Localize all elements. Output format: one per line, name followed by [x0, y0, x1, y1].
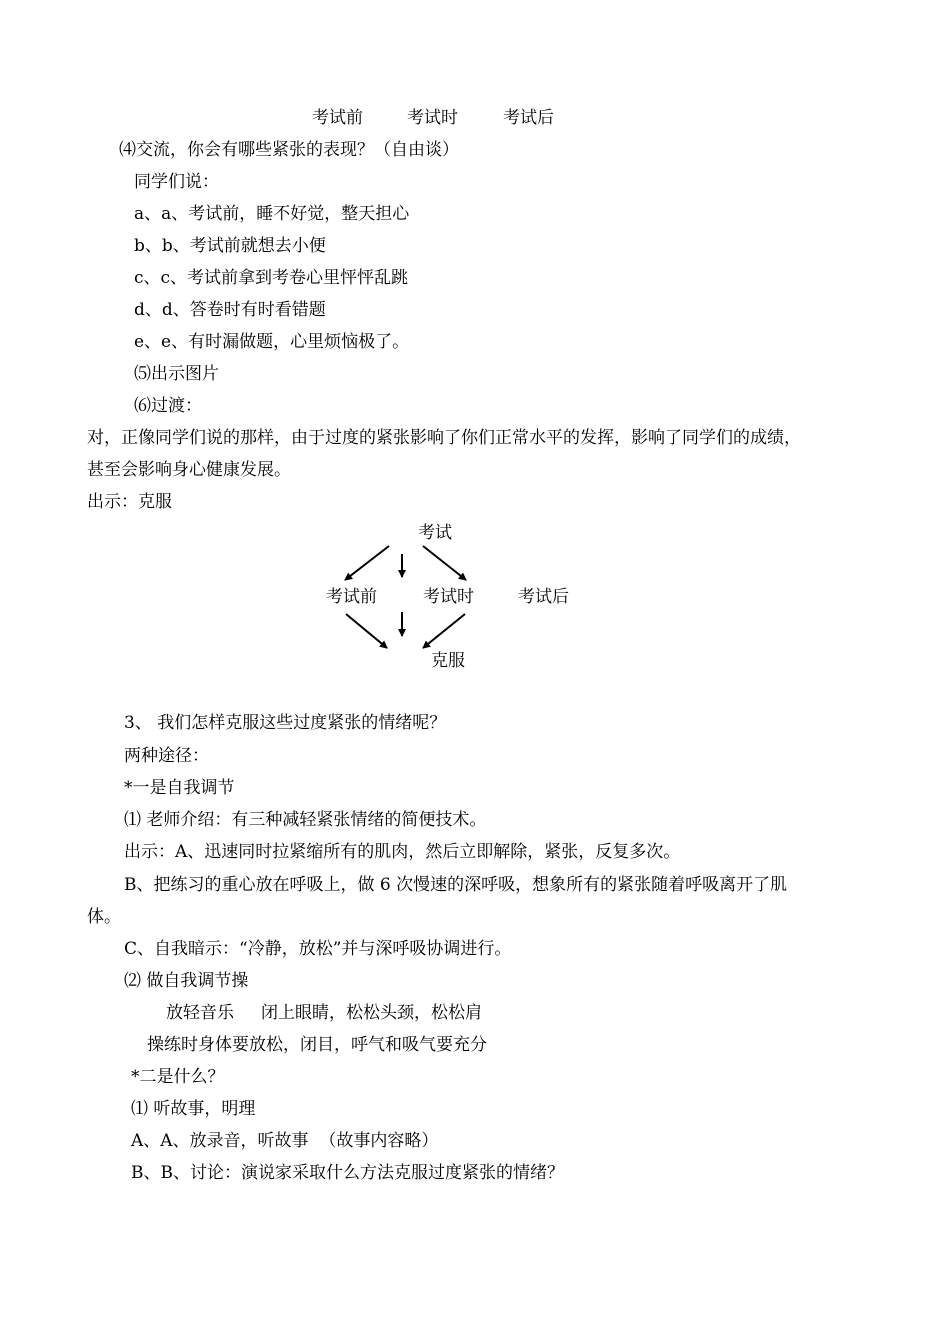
- list-item: c、c、考试前拿到考卷心里怦怦乱跳: [134, 268, 409, 288]
- list-item: a、a、考试前，睡不好觉，整天担心: [134, 204, 410, 224]
- text-line: ⑷交流，你会有哪些紧张的表现？（自由谈）: [119, 140, 459, 160]
- text-line: 出示：克服: [87, 492, 172, 512]
- diagram-node-middle: 考试时: [423, 587, 474, 607]
- text-line: 放轻音乐 闭上眼睛，松松头颈，松松肩: [166, 1003, 483, 1023]
- text-line: ⑴ 听故事，明理: [131, 1099, 256, 1119]
- arrow-top-left: [345, 546, 389, 580]
- paragraph-line: 体。: [87, 907, 121, 927]
- text-line: 同学们说：: [134, 172, 219, 192]
- paragraph-line: 对，正像同学们说的那样，由于过度的紧张影响了你们正常水平的发挥，影响了同学们的成绩，: [87, 428, 801, 448]
- section-heading: 3、 我们怎样克服这些过度紧张的情绪呢？: [124, 713, 447, 733]
- diagram-node-left: 考试前: [326, 587, 377, 607]
- diagram-node-bottom: 克服: [431, 651, 465, 671]
- list-item: A、A、放录音，听故事 （故事内容略）: [131, 1131, 439, 1151]
- text-line: ⑹过渡：: [134, 396, 202, 416]
- list-item: d、d、答卷时有时看错题: [134, 300, 326, 320]
- text-line: 出示：A、迅速同时拉紧缩所有的肌肉，然后立即解除，紧张，反复多次。: [124, 842, 681, 862]
- list-item: B、B、讨论：演说家采取什么方法克服过度紧张的情绪？: [131, 1163, 564, 1183]
- text-line: 操练时身体要放松，闭目，呼气和吸气要充分: [147, 1035, 487, 1055]
- text-line: 两种途径：: [124, 746, 209, 766]
- diagram-node-right: 考试后: [518, 587, 569, 607]
- text-line: *二是什么？: [131, 1067, 225, 1087]
- arrow-bottom-right: [423, 614, 465, 648]
- text-line: ⑸出示图片: [134, 364, 219, 384]
- list-item: b、b、考试前就想去小便: [134, 236, 326, 256]
- text-line: ⑵ 做自我调节操: [124, 971, 249, 991]
- top-row-item-3: 考试后: [503, 108, 554, 128]
- list-item: e、e、有时漏做题，心里烦恼极了。: [134, 332, 410, 352]
- arrow-top-right: [423, 546, 466, 580]
- paragraph-line: B、把练习的重心放在呼吸上，做 6 次慢速的深呼吸，想象所有的紧张随着呼吸离开了肌: [124, 875, 788, 895]
- top-row-item-1: 考试前: [312, 108, 363, 128]
- arrow-bottom-left: [346, 614, 387, 648]
- top-row-item-2: 考试时: [407, 108, 458, 128]
- text-line: C、自我暗示：“冷静，放松”并与深呼吸协调进行。: [124, 939, 512, 959]
- paragraph-line: 甚至会影响身心健康发展。: [87, 460, 291, 480]
- text-line: ⑴ 老师介绍：有三种减轻紧张情绪的简便技术。: [124, 810, 487, 830]
- diagram-node-top: 考试: [418, 523, 452, 543]
- text-line: *一是自我调节: [124, 778, 235, 798]
